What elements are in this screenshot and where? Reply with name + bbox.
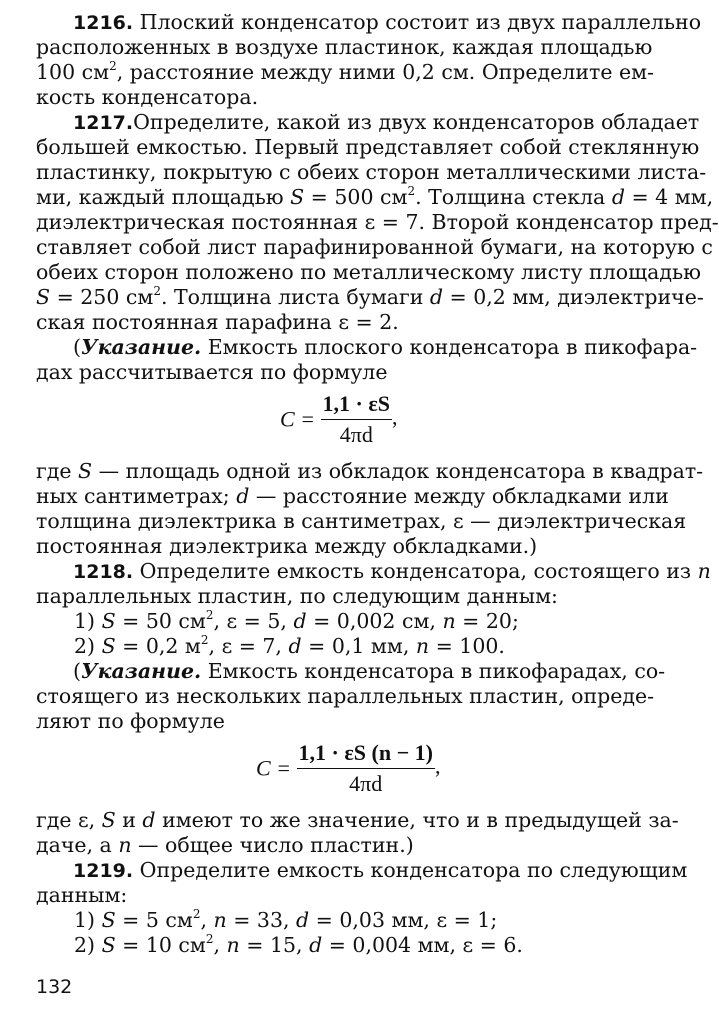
text-line: дах рассчитывается по формуле <box>36 360 388 384</box>
data-item: 1) S = 5 $см^2$, n = 33, d = 0,03 мм, ε = 1; <box>74 907 498 932</box>
problem-number: 1216. <box>73 12 134 34</box>
data-item: 2) S = 0,2 $м^2$, ε = 7, d = 0,1 мм, n = 100. <box>74 633 505 658</box>
data-item: 1) S = 50 $см^2$, ε = 5, d = 0,002 см, n = 20; <box>74 608 519 633</box>
problem-1216 <box>36 10 702 110</box>
text-line: ставляет собой лист парафинированной бумаги, на которую с <box>36 235 713 259</box>
text-line: 1218. Определите емкость конденсатора, состоящего из n <box>73 559 711 583</box>
text-line: 1219. Определите емкость конденсатора по следующим <box>73 858 688 882</box>
problem-number: 1218. <box>73 561 134 583</box>
text-line: расположенных в воздухе пластинок, каждая площадью <box>36 35 653 59</box>
text-column <box>36 10 719 958</box>
hint-label: Указание. <box>81 659 202 683</box>
text-line: стоящего из нескольких параллельных пластин, опреде- <box>36 684 655 708</box>
problem-1218 <box>36 559 711 858</box>
text-line: толщина диэлектрика в сантиметрах, ε — диэлектрическая <box>36 509 687 533</box>
problem-number: 1219. <box>73 860 134 882</box>
text-line: ская постоянная парафина ε = 2. <box>36 310 399 334</box>
text-line: ми, каждый площадью S = 500 $см^2$. Толщина стекла d = 4 мм, <box>36 184 714 209</box>
text-line: S = 250 $см^2$. Толщина листа бумаги d = 0,2 мм, диэлектриче- <box>36 284 704 309</box>
problem-1217 <box>36 110 719 559</box>
text-line: 100 $см^2$, расстояние между ними 0,2 см. Определите ем- <box>36 59 654 84</box>
text-line: данным: <box>36 883 128 907</box>
fraction: $\frac{1,1 \cdot \varepsilon S}{4\pi d}$ <box>322 391 391 447</box>
hint-label: Указание. <box>81 335 202 359</box>
formula-capacitance: C = $\frac{1,1 \cdot \varepsilon S}{4\pi d}$ , <box>280 391 398 447</box>
problem-1219 <box>36 858 688 958</box>
text-line: ляют по формуле <box>36 709 225 733</box>
page-number: 132 <box>36 976 73 998</box>
text-line: обеих сторон положено по металлическому листу площадью <box>36 260 701 284</box>
text-line: где ε, S и d имеют то же значение, что и в предыдущей за- <box>36 808 679 832</box>
text-line: диэлектрическая постоянная ε = 7. Второй конденсатор пред- <box>36 210 719 234</box>
formula-multiplate: C = $\frac{1,1 \cdot \varepsilon S (n - 1)}{4\pi d}$ , <box>256 740 441 796</box>
text-line: даче, а n — общее число пластин.) <box>36 833 414 857</box>
fraction: $\frac{1,1 \cdot \varepsilon S (n - 1)}{4\pi d}$ <box>298 740 433 796</box>
hint-line: (Указание. Емкость конденсатора в пикофарадах, со- <box>73 659 666 683</box>
text-line: постоянная диэлектрика между обкладками.) <box>36 534 538 558</box>
text-line: ных сантиметрах; d — расстояние между обкладками или <box>36 484 669 508</box>
hint-line: (Указание. Емкость плоского конденсатора в пикофара- <box>73 335 698 359</box>
text-line: 1217.Определите, какой из двух конденсаторов обладает <box>73 110 700 134</box>
text-line: пластинку, покрытую с обеих сторон металлическими листа- <box>36 160 707 184</box>
text-line: большей емкостью. Первый представляет собой стеклянную <box>36 135 700 159</box>
data-item: 2) S = 10 $см^2$, n = 15, d = 0,004 мм, ε = 6. <box>74 932 523 957</box>
text-line: 1216. Плоский конденсатор состоит из двух параллельно <box>73 10 702 34</box>
text-line: параллельных пластин, по следующим данным: <box>36 584 558 608</box>
text-line: кость конденсатора. <box>36 85 259 109</box>
problem-number: 1217. <box>73 112 134 134</box>
text-line: где S — площадь одной из обкладок конденсатора в квадрат- <box>36 459 704 483</box>
